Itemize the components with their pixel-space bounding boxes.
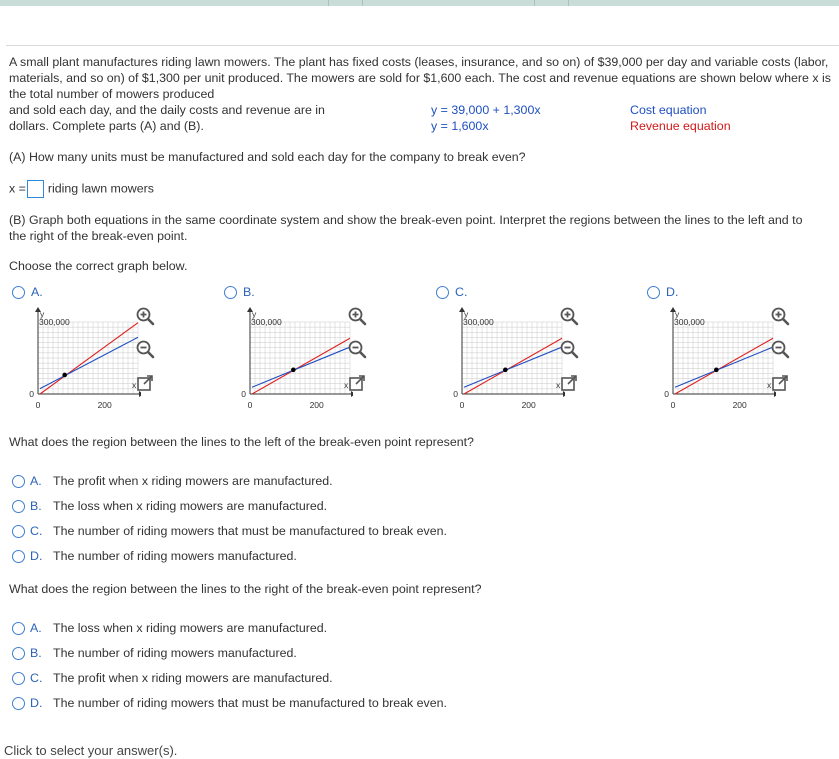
zoom-out-icon[interactable] (347, 339, 367, 359)
revenue-line (675, 338, 773, 394)
option-letter: A. (30, 621, 42, 635)
break-even-point (503, 368, 508, 373)
break-even-point (62, 373, 67, 378)
zoom-in-icon[interactable] (135, 306, 155, 326)
external-window-icon[interactable] (770, 373, 790, 393)
option-letter: D. (30, 696, 43, 710)
radio-button[interactable] (12, 550, 25, 563)
footer-hint: Click to select your answer(s). (4, 743, 178, 758)
graph-option-letter: B. (243, 285, 255, 299)
radio-button[interactable] (12, 525, 25, 538)
option-letter: B. (30, 646, 42, 660)
x-tick-label: 200 (521, 400, 536, 410)
top-bar-divider (328, 0, 329, 6)
option-text: The number of riding mowers manufactured. (53, 549, 297, 563)
revenue-equation-label: Revenue equation (630, 119, 731, 133)
graph-option-letter: D. (666, 285, 679, 299)
graph-option-d-radio[interactable] (647, 286, 660, 299)
revenue-equation: y = 1,600x (431, 119, 489, 133)
external-window-icon[interactable] (559, 373, 579, 393)
problem-line: A small plant manufactures riding lawn mowers. The plant has fixed costs (leases, insurance, and so on) of $39,000 per day and variable costs (labor, (9, 55, 829, 69)
x-axis-label: x (132, 380, 137, 390)
y-axis-label: y (252, 309, 257, 319)
x-tick-label: 200 (309, 400, 324, 410)
answer-prefix: x = (9, 181, 26, 196)
option-letter: A. (30, 474, 42, 488)
y-tick-label: 300,000 (463, 317, 494, 327)
zoom-in-icon[interactable] (347, 306, 367, 326)
zoom-in-icon[interactable] (559, 306, 579, 326)
right-region-question: What does the region between the lines to the right of the break-even point represent? (9, 582, 482, 596)
external-window-icon[interactable] (135, 373, 155, 393)
y-axis-label: y (464, 309, 469, 319)
top-bar-divider (534, 0, 535, 6)
x-tick-label: 200 (732, 400, 747, 410)
y-zero-label: 0 (664, 389, 669, 399)
graph-option-letter: C. (455, 285, 468, 299)
y-axis-label: y (675, 309, 680, 319)
zoom-in-icon[interactable] (770, 306, 790, 326)
y-zero-label: 0 (29, 389, 34, 399)
y-tick-label: 300,000 (39, 317, 70, 327)
cost-equation-label: Cost equation (630, 103, 707, 117)
divider (6, 45, 839, 46)
radio-button[interactable] (12, 647, 25, 660)
break-even-graph-d (661, 306, 776, 416)
x-axis-label: x (556, 380, 561, 390)
break-even-point (291, 368, 296, 373)
break-even-graph-a (26, 306, 141, 416)
answer-suffix: riding lawn mowers (47, 181, 154, 196)
option-text: The number of riding mowers that must be manufactured to break even. (53, 696, 447, 710)
option-text: The loss when x riding mowers are manufactured. (53, 621, 328, 635)
option-text: The loss when x riding mowers are manufactured. (53, 499, 328, 513)
option-text: The profit when x riding mowers are manufactured. (53, 474, 333, 488)
x-zero-label: 0 (459, 400, 465, 410)
radio-button[interactable] (12, 697, 25, 710)
option-text: The number of riding mowers that must be manufactured to break even. (53, 524, 447, 538)
graph-option-b-radio[interactable] (224, 286, 237, 299)
break-even-graph-c (450, 306, 565, 416)
x-zero-label: 0 (247, 400, 253, 410)
x-zero-label: 0 (35, 400, 41, 410)
revenue-line (464, 338, 562, 394)
zoom-out-icon[interactable] (135, 339, 155, 359)
part-a-question: (A) How many units must be manufactured and sold each day for the company to break even? (9, 150, 526, 164)
part-b-question-cont: the right of the break-even point. (9, 229, 188, 243)
radio-button[interactable] (12, 475, 25, 488)
top-bar-divider (568, 0, 569, 6)
option-text: The profit when x riding mowers are manufactured. (53, 671, 333, 685)
option-letter: B. (30, 499, 42, 513)
x-tick-label: 200 (97, 400, 112, 410)
problem-line: materials, and so on) of $1,300 per unit produced. The mowers are sold for $1,600 each. The cost and revenue equations are shown below where x is (9, 71, 831, 85)
graph-option-letter: A. (31, 285, 43, 299)
revenue-line (40, 323, 138, 394)
top-bar-divider (362, 0, 363, 6)
radio-button[interactable] (12, 500, 25, 513)
option-letter: C. (30, 671, 43, 685)
problem-line: the total number of mowers produced (9, 87, 215, 101)
external-window-icon[interactable] (347, 373, 367, 393)
radio-button[interactable] (12, 672, 25, 685)
left-region-question: What does the region between the lines to the left of the break-even point represent? (9, 435, 474, 449)
revenue-line (252, 338, 350, 394)
part-b-question: (B) Graph both equations in the same coordinate system and show the break-even point. Interpret the regions between the lines to the left and to (9, 213, 803, 227)
option-letter: C. (30, 524, 43, 538)
zoom-out-icon[interactable] (770, 339, 790, 359)
y-tick-label: 300,000 (251, 317, 282, 327)
x-axis-label: x (344, 380, 349, 390)
break-even-graph-b (238, 306, 353, 416)
y-zero-label: 0 (453, 389, 458, 399)
radio-button[interactable] (12, 622, 25, 635)
break-even-point (714, 368, 719, 373)
option-letter: D. (30, 549, 43, 563)
y-tick-label: 300,000 (674, 317, 705, 327)
option-text: The number of riding mowers manufactured. (53, 646, 297, 660)
part-a-answer-row (9, 180, 154, 198)
zoom-out-icon[interactable] (559, 339, 579, 359)
cost-equation: y = 39,000 + 1,300x (431, 103, 541, 117)
x-axis-label: x (767, 380, 772, 390)
graph-option-c-radio[interactable] (436, 286, 449, 299)
y-axis-label: y (40, 309, 45, 319)
top-bar (0, 0, 839, 6)
problem-line: and sold each day, and the daily costs and revenue are in (9, 103, 325, 117)
x-zero-label: 0 (670, 400, 676, 410)
break-even-answer-input[interactable] (27, 180, 44, 198)
y-zero-label: 0 (241, 389, 246, 399)
problem-line: dollars. Complete parts (A) and (B). (9, 119, 204, 133)
graph-option-a-radio[interactable] (12, 286, 25, 299)
choose-graph-prompt: Choose the correct graph below. (9, 259, 188, 273)
